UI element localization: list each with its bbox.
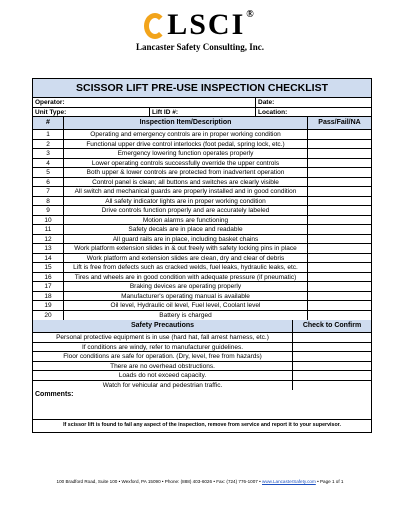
unit-type-field[interactable]: Unit Type: [35,108,67,116]
checklist-row [33,159,371,169]
registered-mark: ® [246,9,256,20]
item-description: Both upper & lower controls are protected from inadvertent operation [63,168,307,177]
item-number: 4 [46,159,50,167]
item-number: 15 [44,264,52,271]
checklist-row [33,263,371,273]
checklist-row [33,149,371,159]
item-description: Manufacturer's operating manual is available [63,292,307,301]
pass-fail-cell[interactable] [307,216,371,225]
pass-fail-cell[interactable] [307,244,371,253]
item-number: 2 [46,140,50,148]
pass-fail-cell[interactable] [307,159,371,168]
checklist-row [33,187,371,197]
warning-text: If scissor lift is found to fail any aspect of the inspection, remove from service and report it to your supervisor. [63,422,341,428]
location-field[interactable]: Location: [255,108,371,117]
precaution-text: There are no overhead obstructions. [110,362,215,370]
precaution-text: Watch for vehicular and pedestrian traffic. [102,381,223,389]
confirm-header: Check to Confirm [292,320,371,332]
pass-fail-cell[interactable] [307,178,371,187]
item-description: Safety decals are in place and readable [63,225,307,234]
checklist-row [33,206,371,216]
logo-mark [144,10,256,40]
checklist-header [33,117,371,130]
confirm-checkbox-cell[interactable] [292,381,371,391]
pass-fail-cell[interactable] [307,311,371,321]
footer [0,479,400,485]
checklist-row [33,168,371,178]
checklist-row [33,140,371,150]
inspection-form [32,78,372,433]
precaution-text: Floor conditions are safe for operation. (Dry, level, free from hazards) [63,353,262,360]
item-number: 5 [46,169,50,176]
precaution-row [33,333,371,343]
checklist-row [33,178,371,188]
pass-fail-cell[interactable] [307,140,371,149]
pass-fail-cell[interactable] [307,273,371,282]
precaution-row [33,381,371,391]
item-number: 19 [44,302,52,309]
item-description: Emergency lowering function operates properly [63,149,307,158]
website-link[interactable]: www.LancasterSafety.com [262,479,316,484]
item-number: 16 [44,273,52,281]
item-number: 1 [46,131,50,138]
item-number: 3 [46,150,50,157]
pass-fail-cell[interactable] [307,282,371,291]
confirm-checkbox-cell[interactable] [292,343,371,352]
footer-address: 100 Bradford Road, Suite 100 • Wexford, PA 15090 • Phone: (888) 403-6026 • Fax: (724) 776-1007 • [56,479,262,484]
item-description: Battery is charged [63,311,307,321]
item-number: 8 [46,197,50,205]
precautions-header [33,320,371,333]
item-number: 17 [44,283,52,290]
precaution-row [33,352,371,362]
confirm-checkbox-cell[interactable] [292,352,371,361]
col-num-header: # [46,119,50,126]
col-result-header: Pass/Fail/NA [307,117,371,129]
confirm-checkbox-cell[interactable] [292,333,371,342]
checklist-row [33,130,371,140]
checklist-row [33,254,371,264]
pass-fail-cell[interactable] [307,149,371,158]
checklist-row [33,311,371,321]
date-field[interactable]: Date: [255,98,371,107]
item-number: 10 [44,216,52,224]
item-number: 14 [44,254,52,262]
logo-ring-icon [144,13,166,39]
item-number: 11 [44,226,52,233]
item-description: Work platform and extension slides are clean, dry and clear of debris [63,254,307,263]
precaution-text: Personal protective equipment is in use (hard hat, fall arrest harness, etc.) [56,334,269,341]
pass-fail-cell[interactable] [307,263,371,272]
pass-fail-cell[interactable] [307,301,371,310]
checklist-row [33,235,371,245]
pass-fail-cell[interactable] [307,206,371,215]
item-description: Operating and emergency controls are in proper working condition [63,130,307,139]
pass-fail-cell[interactable] [307,197,371,206]
checklist-row [33,282,371,292]
precautions-title: Safety Precautions [130,322,195,329]
item-description: Functional upper drive control interlocks (foot pedal, spring lock, etc.) [63,140,307,149]
pass-fail-cell[interactable] [307,168,371,177]
company-name: Lancaster Safety Consulting, Inc. [135,42,265,52]
item-number: 12 [44,235,52,243]
checklist-row [33,301,371,311]
checklist-row [33,197,371,207]
item-description: Braking devices are operating properly [63,282,307,291]
confirm-checkbox-cell[interactable] [292,362,371,371]
checklist-row [33,225,371,235]
precaution-text: If conditions are windy, refer to manufacturer guidelines. [81,343,244,351]
item-number: 6 [46,178,50,186]
precaution-text: Loads do not exceed capacity. [118,372,207,379]
confirm-checkbox-cell[interactable] [292,371,371,380]
lift-id-field[interactable]: Lift ID #: [149,108,255,117]
pass-fail-cell[interactable] [307,292,371,301]
precaution-row [33,371,371,381]
checklist-row [33,244,371,254]
item-description: All guard rails are in place, including basket chains [63,235,307,244]
item-description: Lift is free from defects such as cracked welds, fuel leaks, hydraulic leaks, etc. [63,263,307,272]
pass-fail-cell[interactable] [307,130,371,139]
checklist-row [33,273,371,283]
pass-fail-cell[interactable] [307,254,371,263]
item-number: 20 [44,311,52,319]
precaution-row [33,343,371,353]
item-description: Lower operating controls successfully override the upper controls [63,159,307,168]
item-number: 18 [44,292,52,300]
item-description: All safety indicator lights are in proper working condition [63,197,307,206]
item-description: All switch and mechanical guards are properly installed and in good condition [63,187,307,196]
company-logo [0,10,400,43]
item-number: 9 [46,207,50,214]
item-description: Tires and wheels are in good condition with adequate pressure (if pneumatic) [63,273,307,282]
checklist-row [33,216,371,226]
unit-row [33,108,371,118]
item-description: Control panel is clean; all buttons and switches are clearly visible [63,178,307,187]
operator-row [33,98,371,108]
pass-fail-cell[interactable] [307,225,371,234]
item-description: Oil level, Hydraulic oil level, Fuel level, Coolant level [63,301,307,310]
comments-field[interactable]: Comments: [33,390,371,420]
pass-fail-cell[interactable] [307,187,371,196]
item-description: Motion alarms are functioning [63,216,307,225]
form-title: SCISSOR LIFT PRE-USE INSPECTION CHECKLIST [33,79,371,98]
item-description: Drive controls function properly and are accurately labeled [63,206,307,215]
pass-fail-cell[interactable] [307,235,371,244]
operator-field[interactable]: Operator: [35,99,65,106]
checklist-row [33,292,371,302]
col-item-header: Inspection Item/Description [63,117,307,129]
item-description: Work platform extension slides in & out freely with safety locking pins in place [63,244,307,253]
item-number: 13 [44,245,52,252]
checklist-body [33,130,371,320]
item-number: 7 [46,188,50,195]
precaution-row [33,362,371,372]
page-number: • Page 1 of 1 [315,479,344,484]
logo-text: LSCI [167,8,246,41]
precautions-body [33,333,371,390]
